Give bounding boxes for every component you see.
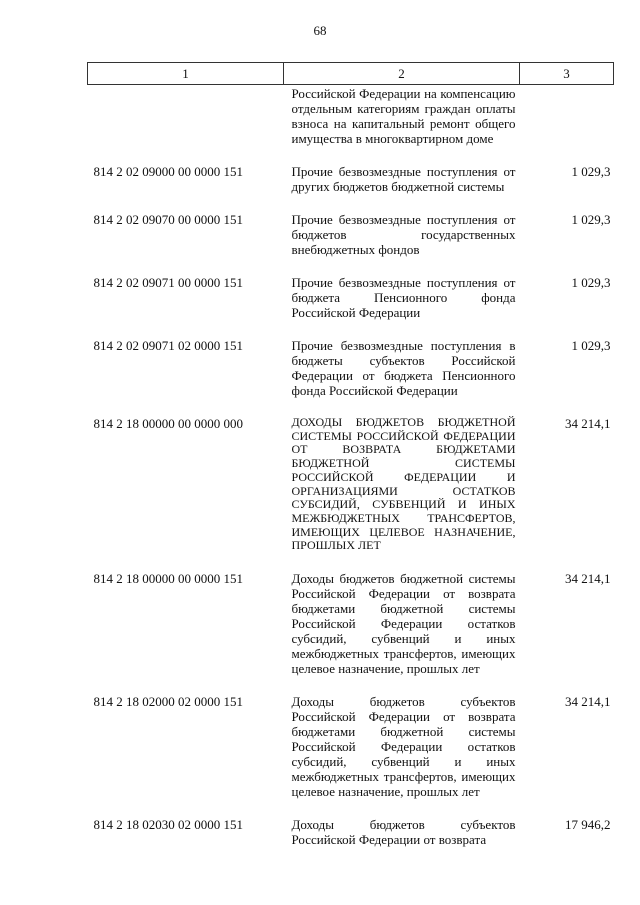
row-amount: 1 029,3 [571,212,611,227]
table-row [88,694,614,817]
table-row [88,817,614,865]
row-amount: 17 946,2 [565,817,611,833]
row-name: Прочие безвозмездные поступления от других бюджетов бюджетной системы [291,164,516,194]
row-name: Доходы бюджетов субъектов Российской Федерации от возврата бюджетами бюджетной системы Российской Федерации остатков субсидий, субвенций и иных межбюджетных трансфертов, имеющих целевое назначение, прошлых лет [291,694,516,800]
table-row [88,85,614,165]
table-row [88,571,614,694]
row-amount [520,85,614,165]
column-header-1: 1 [88,63,284,85]
row-amount: 1 029,3 [571,275,611,290]
row-name: Российской Федерации на компенсацию отдельным категориям граждан оплаты взноса на капитальный ремонт общего имущества в многоквартирном доме [291,86,516,146]
row-code [88,85,284,165]
row-code: 814 2 18 02000 02 0000 151 [93,694,243,710]
row-name: Прочие безвозмездные поступления от бюджета Пенсионного фонда Российской Федерации [291,275,516,320]
table-header-row [88,63,614,85]
column-header-3: 3 [520,63,614,85]
row-name: Доходы бюджетов бюджетной системы Российской Федерации от возврата бюджетами бюджетной системы Российской Федерации остатков субсидий, субвенций и иных межбюджетных трансфертов, имеющих целевое назначение, прошлых лет [291,571,516,677]
row-amount: 34 214,1 [565,571,611,587]
table-row [88,275,614,338]
budget-table [87,62,614,865]
row-amount: 1 029,3 [571,164,611,179]
row-code: 814 2 02 09070 00 0000 151 [93,212,243,227]
column-header-2: 2 [284,63,520,85]
row-amount: 1 029,3 [571,338,611,353]
row-code: 814 2 18 00000 00 0000 151 [93,571,243,587]
table-row [88,164,614,212]
row-code: 814 2 02 09071 00 0000 151 [93,275,243,290]
table-row [88,416,614,571]
page-number: 68 [313,23,327,38]
row-amount: 34 214,1 [565,694,611,710]
row-code: 814 2 02 09000 00 0000 151 [93,164,243,179]
row-amount: 34 214,1 [565,416,611,431]
row-name: Прочие безвозмездные поступления от бюджетов государственных внебюджетных фондов [291,212,516,257]
row-name: Прочие безвозмездные поступления в бюджеты субъектов Российской Федерации от бюджета Пенсионного фонда Российской Федерации [291,338,516,398]
table-row [88,212,614,275]
row-code: 814 2 02 09071 02 0000 151 [93,338,243,353]
row-name: ДОХОДЫ БЮДЖЕТОВ БЮДЖЕТНОЙ СИСТЕМЫ РОССИЙСКОЙ ФЕДЕРАЦИИ ОТ ВОЗВРАТА БЮДЖЕТАМИ БЮДЖЕТНОЙ СИСТЕМЫ РОССИЙСКОЙ ФЕДЕРАЦИИ И ОРГАНИЗАЦИЯМИ ОСТАТКОВ СУБСИДИЙ, СУБВЕНЦИЙ И ИНЫХ МЕЖБЮДЖЕТНЫХ ТРАНСФЕРТОВ, ИМЕЮЩИХ ЦЕЛЕВОЕ НАЗНАЧЕНИЕ, ПРОШЛЫХ ЛЕТ [291,415,516,553]
table-row [88,338,614,416]
row-code: 814 2 18 00000 00 0000 000 [93,416,243,431]
row-code: 814 2 18 02030 02 0000 151 [93,817,243,833]
row-name: Доходы бюджетов субъектов Российской Федерации от возврата [291,817,516,848]
